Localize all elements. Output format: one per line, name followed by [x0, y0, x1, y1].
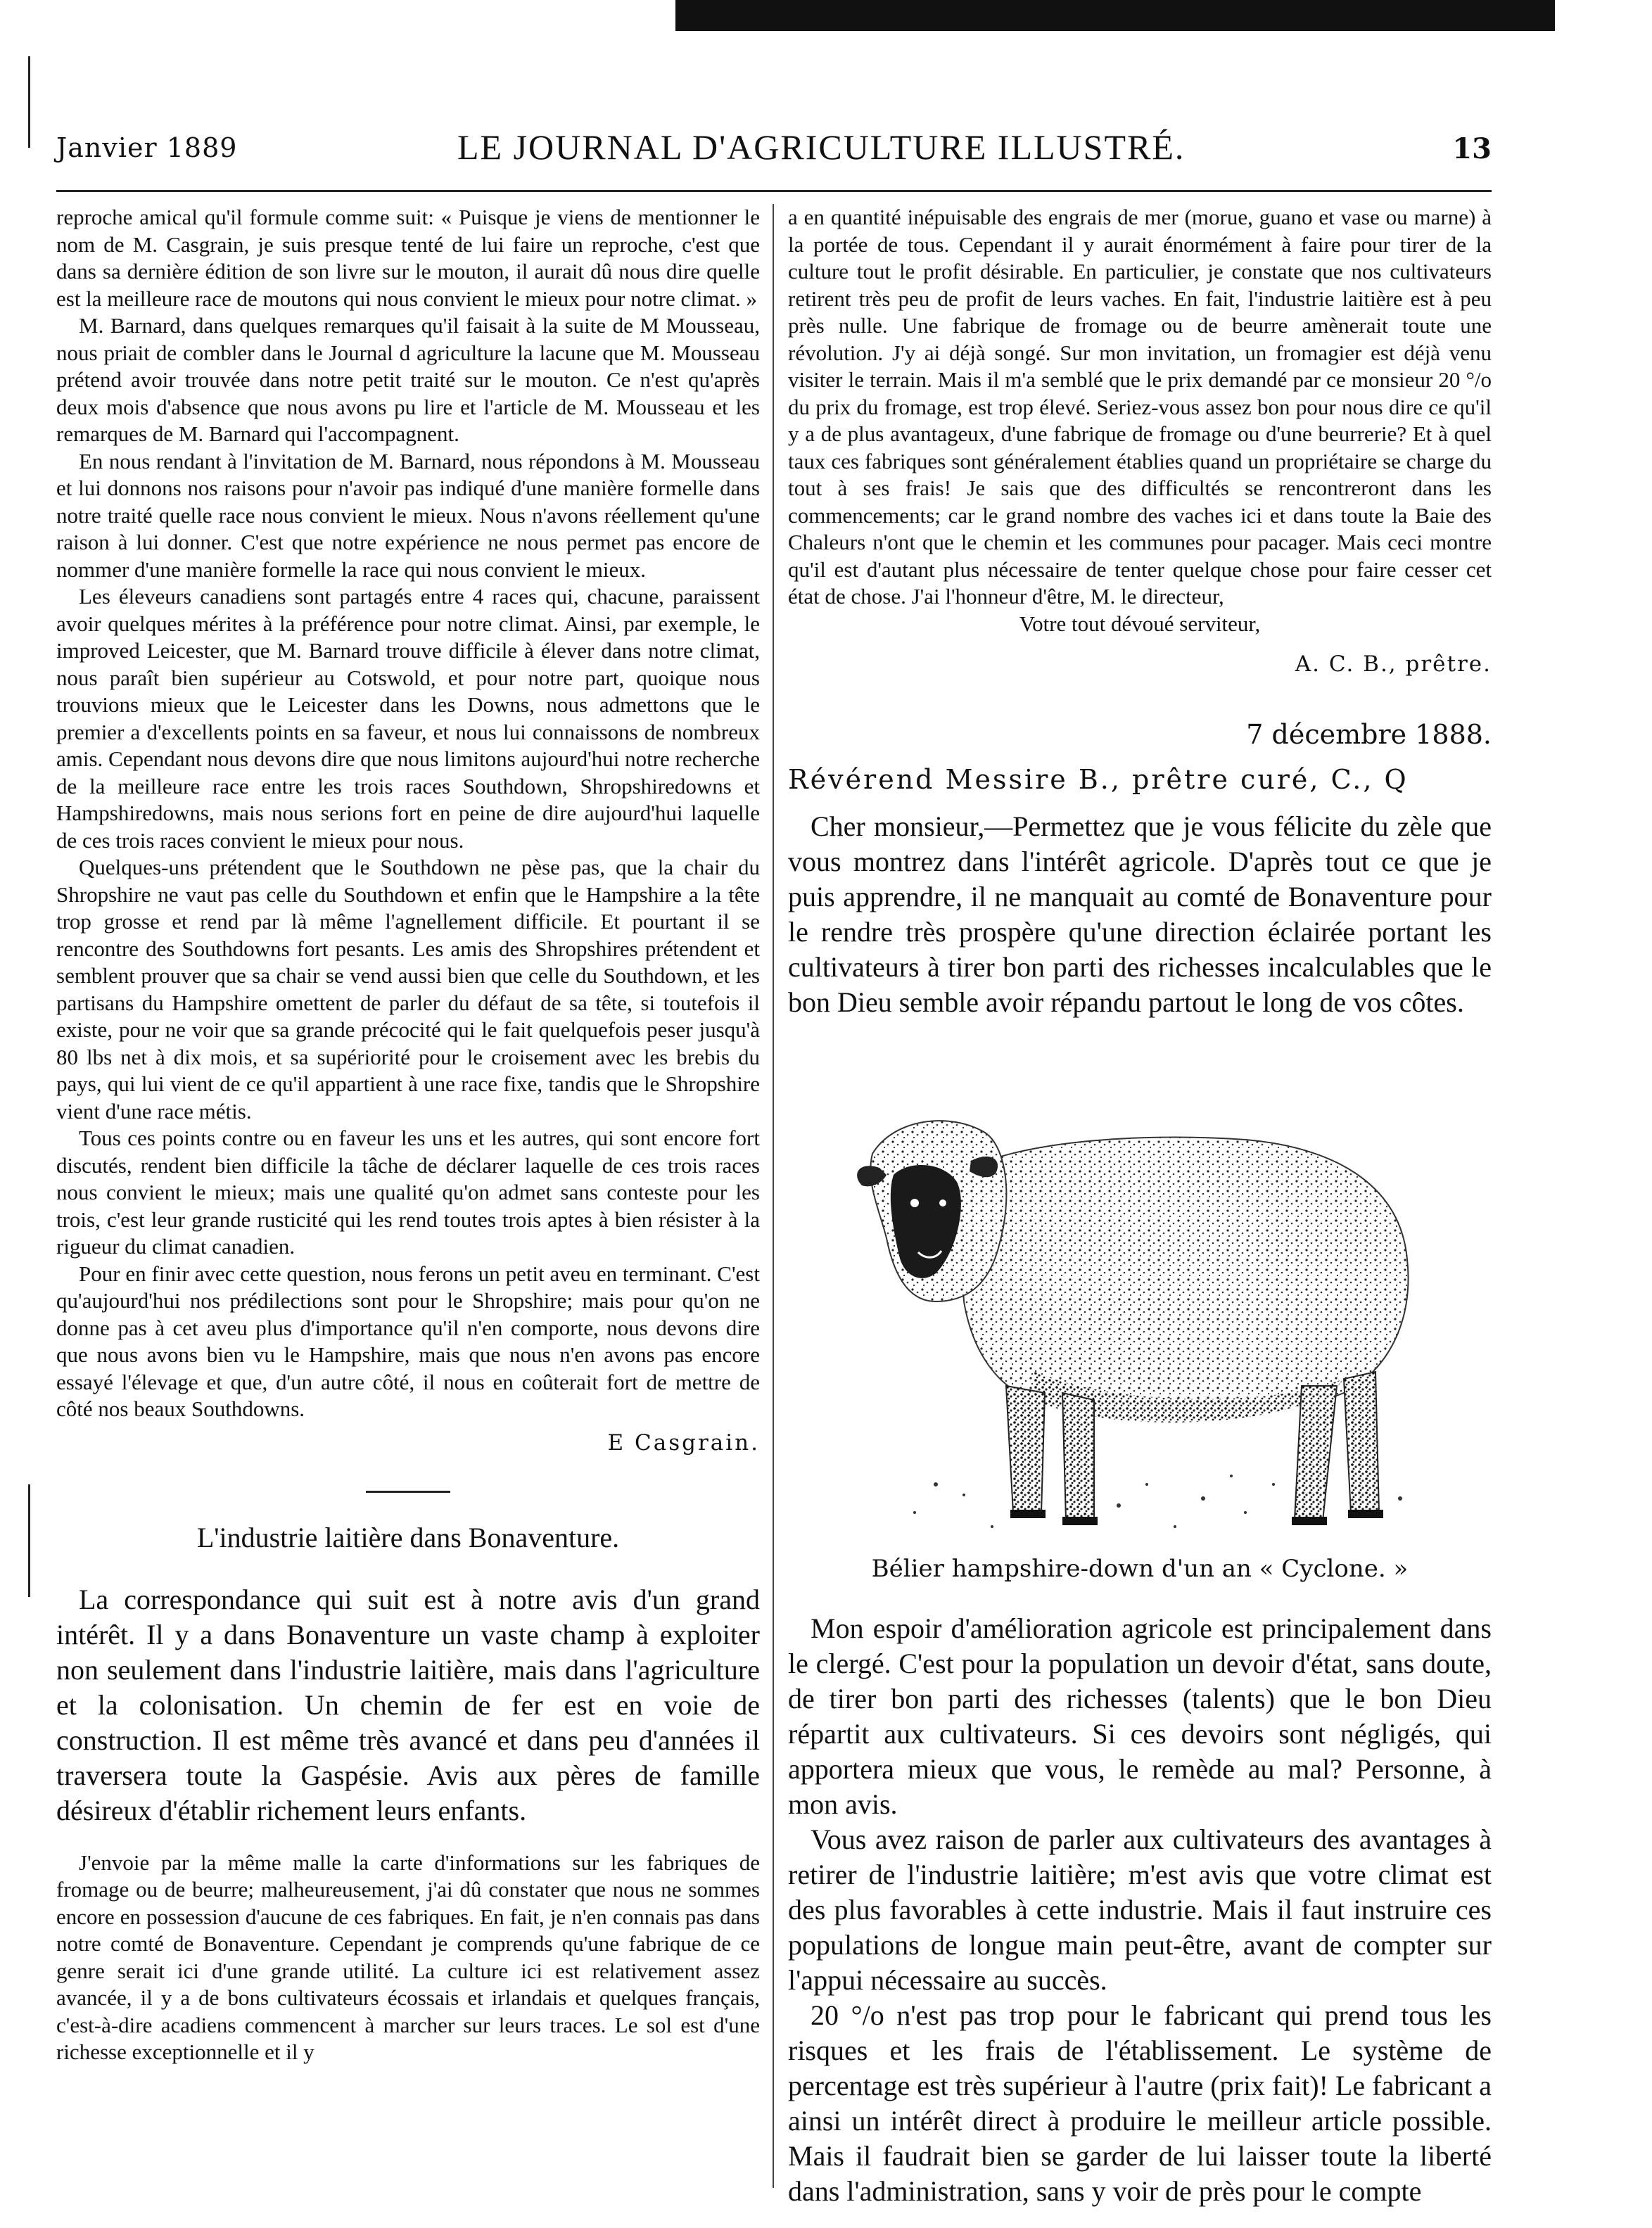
letter-closing: Votre tout dévoué serviteur,	[1019, 611, 1261, 636]
illustration-caption: Bélier hampshire-down d'un an « Cyclone. »	[871, 1555, 1409, 1583]
reply-paragraph: 20 °/o n'est pas trop pour le fabricant qui prend tous les risques et les frais de l'établissement. Le système de percentage est très supérieur à l'autre (prix fait)! Le fabricant a ainsi un intérêt direct à produire le meilleur article possible. Mais il faudrait bien se garder de lui laisser toute la liberté dans l'administration, sans y voir de près pour le compte	[788, 1999, 1492, 2207]
header-rule	[56, 190, 1492, 192]
section-title: L'industrie laitière dans Bonaventure.	[196, 1521, 620, 1553]
margin-mark-lower	[28, 1484, 30, 1597]
paragraph: reproche amical qu'il formule comme suit: « Puisque je viens de mentionner le nom de M. Casgrain, je suis presque tenté de lui faire un reproche, c'est que dans sa dernière édition de son livre sur le mouton, il aurait dû nous dire quelle est la meilleure race de moutons qui nous convient le mieux pour notre climat. »	[56, 205, 760, 311]
paragraph: En nous rendant à l'invitation de M. Barnard, nous répondons à M. Mousseau et lui donnons nos raisons pour n'avoir pas indiqué d'une manière formelle dans notre traité quelle race nous convient le mieux. Nous n'avons réellement qu'une raison à lui donner. C'est que notre expérience ne nous permet pas encore de nommer d'une manière formelle la race qui nous convient le mieux.	[56, 448, 760, 582]
letter-paragraph: J'envoie par la même malle la carte d'informations sur les fabriques de fromage ou de beurre; malheureusement, j'ai dû constater que nous ne sommes encore en possession d'aucune de ces fabriques. En fait, je n'en connais pas dans notre comté de Bonaventure. Cependant je comprends qu'une fabrique de ce genre serait ici d'une grande utilité. La culture ici est relativement assez avancée, il y a de bons cultivateurs écossais et irlandais et quelques français, c'est-à-dire acadiens commencent à marcher sur leurs traces. Le sol est d'une richesse exceptionnelle et il y	[56, 1850, 760, 2064]
reply-paragraph: Vous avez raison de parler aux cultivateurs des avantages à retirer de l'industrie laitière; m'est avis que votre climat est des plus favorables à cette industrie. Mais il faut instruire ces populations de longue main peut-être, avant de compter sur l'appui nécessaire au succès.	[788, 1823, 1492, 1996]
page-header	[56, 127, 1492, 176]
intro-paragraph: La correspondance qui suit est à notre avis d'un grand intérêt. Il y a dans Bonaventure un vaste champ à exploiter non seulement dans l'industrie laitière, mais dans l'agriculture et la colonisation. Un chemin de fer est en voie de construction. Il est même très avancé et dans peu d'années il traversera toute la Gaspésie. Avis aux pères de famille désireux d'établir richement leurs enfants.	[56, 1583, 760, 1826]
right-column	[788, 204, 1492, 2209]
author-signature: E Casgrain.	[607, 1430, 760, 1456]
section-separator	[366, 1491, 450, 1493]
margin-mark	[28, 56, 30, 148]
page-number: 13	[1452, 132, 1492, 165]
letter-paragraph: a en quantité inépuisable des engrais de mer (morue, guano et vase ou marne) à la portée de tous. Cependant il y aurait énormément à faire pour tirer de la culture tout le profit désirable. En particulier, je constate que nos cultivateurs retirent très peu de profit de leurs vaches. En fait, l'industrie laitière est à peu près nulle. Une fabrique de fromage ou de beurre amènerait toute une révolution. J'y ai déjà songé. Sur mon invitation, un fromagier est déjà venu visiter le terrain. Mais il m'a semblé que le prix demandé par ce monsieur 20 °/o du prix du fromage, est trop élevé. Seriez-vous assez bon pour nous dire ce qu'il y a de plus avantageux, d'une fabrique de fromage ou d'une beurrerie? Et à quel taux ces fabriques sont généralement établies quand un propriétaire se charge du tout à ses frais! Je sais que des difficultés se rencontreront dans les commencements; car le grand nombre des vaches ici et dans toute la Baie des Chaleurs n'ont que le chemin et les communes pour pacager. Mais ceci montre qu'il est d'autant plus nécessaire de tenter quelque chose pour faire cesser cet état de chose. J'ai l'honneur d'être, M. le directeur,	[788, 205, 1492, 609]
reply-addressee: Révérend Messire B., prêtre curé, C., Q	[788, 764, 1409, 795]
top-ink-bar	[675, 0, 1555, 31]
reply-date: 7 décembre 1888.	[1246, 719, 1492, 750]
ram-illustration	[851, 1090, 1428, 1541]
paragraph: Quelques-uns prétendent que le Southdown ne pèse pas, que la chair du Shropshire ne vaut pas celle du Southdown et enfin que le Hampshire a la tête trop grosse et rend par là même l'agnellement difficile. Et pourtant il se rencontre des Southdowns fort pesants. Les amis des Shropshires prétendent et semblent prouver que sa chair se vend aussi bien que celle du Southdown, et les partisans du Hampshire omettent de parler du défaut de sa tête, si toutefois il existe, pour ne voir que sa grande précocité qui le fait quelquefois peser jusqu'à 80 lbs net à dix mois, et sa supériorité pour le croisement avec les brebis du pays, qui lui vient de ce qu'il appartient à une race fixe, tandis que le Shropshire vient d'une race métis.	[56, 855, 760, 1123]
paragraph: Les éleveurs canadiens sont partagés entre 4 races qui, chacune, paraissent avoir quelques mérites à la préférence pour notre climat. Ainsi, par exemple, le improved Leicester, que M. Barnard trouve difficile à élever dans notre climat, nous paraît bien supérieur au Cotswold, et pour notre part, quoique nous trouvions mieux que le Leicester dans les Downs, nous admettons que le premier a d'excellents points en sa faveur, et nous lui connaissons de nombreux amis. Cependant nous devons dire que nous limitons aujourd'hui notre recherche de la meilleure race entre les trois races Southdown, Shropshiredowns et Hampshiredowns, mais nous serions fort en peine de dire aujourd'hui laquelle de ces trois races convient le mieux pour nous.	[56, 584, 760, 853]
reply-paragraph: Mon espoir d'amélioration agricole est principalement dans le clergé. C'est pour la population un devoir d'état, sans doute, de tirer bon parti des richesses (talents) que le bon Dieu répartit aux cultivateurs. Si ces devoirs sont négligés, qui apportera mieux que vous, le remède au mal? Personne, à mon avis.	[788, 1612, 1492, 1820]
sheep-drawing	[851, 1090, 1428, 1541]
paragraph: M. Barnard, dans quelques remarques qu'il faisait à la suite de M Mousseau, nous priait de combler dans le Journal d agriculture la lacune que M. Mousseau prétend avoir trouvée dans notre petit traité sur le mouton. Ce n'est qu'après deux mois d'absence que nous avons pu lire et l'article de M. Mousseau et les remarques de M. Barnard qui l'accompagnent.	[56, 313, 760, 446]
journal-title: LE JOURNAL D'AGRICULTURE ILLUSTRÉ.	[457, 127, 1186, 167]
reply-paragraph: Cher monsieur,—Permettez que je vous félicite du zèle que vous montrez dans l'intérêt agricole. D'après tout ce que je puis apprendre, il ne manquait au comté de Bonaventure pour le rendre très prospère qu'une direction éclairée portant les cultivateurs à tirer bon parti des richesses incalculables que le bon Dieu semble avoir répandu partout le long de vos côtes.	[788, 810, 1492, 1018]
left-column	[56, 204, 760, 2066]
header-date: Janvier 1889	[56, 132, 238, 163]
paragraph: Tous ces points contre ou en faveur les uns et les autres, qui sont encore fort discutés, rendent bien difficile la tâche de déclarer laquelle de ces trois races nous convient le mieux; mais une qualité qu'on admet sans conteste pour les trois, c'est leur grande rusticité qui les rend toutes trois aptes à bien résister à la rigueur du climat canadien.	[56, 1126, 760, 1259]
letter-signature: A. C. B., prêtre.	[1295, 651, 1492, 677]
column-divider	[773, 204, 774, 2188]
paragraph: Pour en finir avec cette question, nous ferons un petit aveu en terminant. C'est qu'aujourd'hui nos prédilections sont pour le Shropshire; mais pour qu'on ne donne pas à cet aveu plus d'importance qu'il n'en comporte, nous devons dire que nous avons bien vu le Hampshire, mais que nous n'en avons pas encore essayé l'élevage et que, d'un autre côté, il nous en coûterait fort de mettre de côté nos beaux Southdowns.	[56, 1261, 760, 1421]
